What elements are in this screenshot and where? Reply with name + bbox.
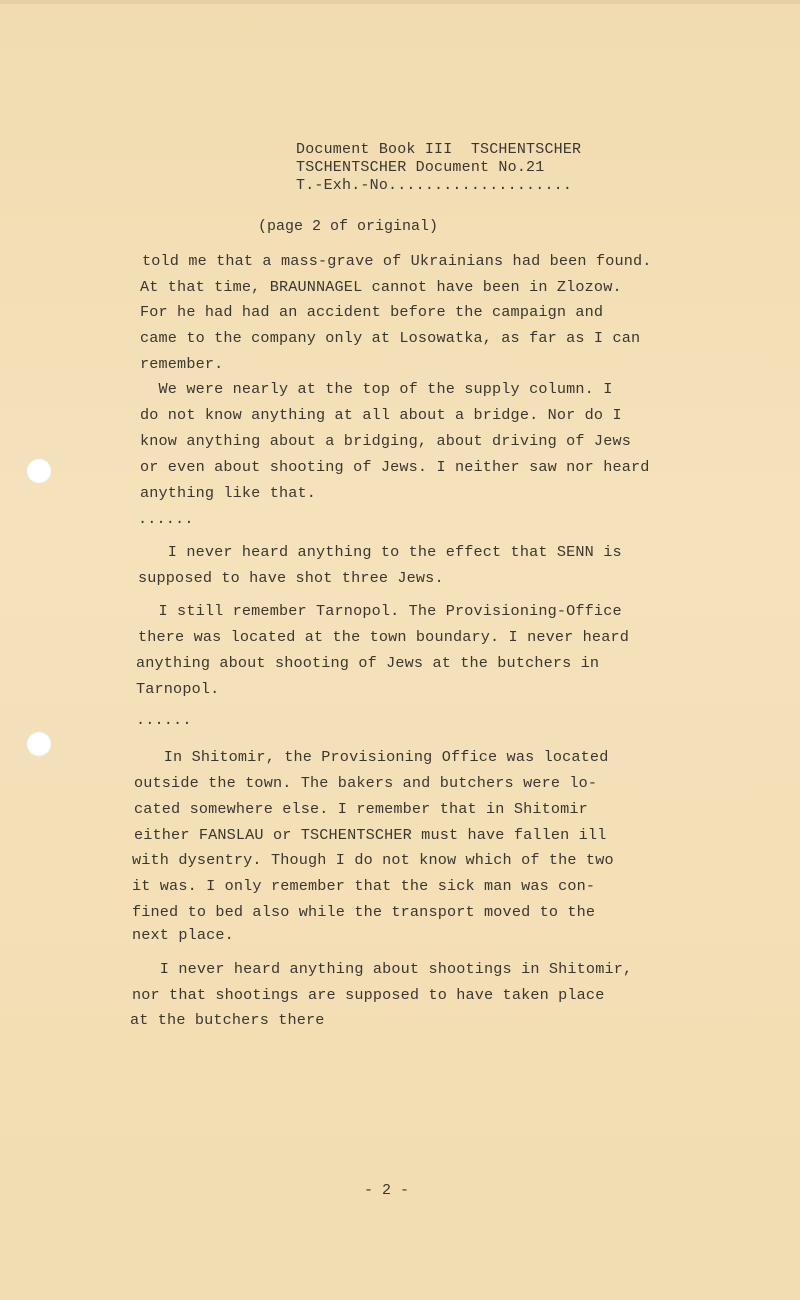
header-book-line: Document Book III TSCHENTSCHER: [296, 141, 582, 158]
header-document-line: TSCHENTSCHER Document No.21: [296, 159, 545, 176]
text-line: For he had had an accident before the campaign and: [140, 303, 604, 321]
text-line: told me that a mass-grave of Ukrainians had been found.: [142, 252, 652, 270]
punch-hole: [26, 731, 52, 757]
text-line: next place.: [132, 926, 234, 944]
text-line: it was. I only remember that the sick man was con-: [132, 877, 596, 895]
text-line: supposed to have shot three Jews.: [138, 569, 444, 587]
text-line: I never heard anything about shootings in Shitomir,: [132, 960, 633, 978]
page-edge: [0, 0, 800, 4]
text-line: remember.: [140, 355, 224, 373]
text-line: know anything about a bridging, about driving of Jews: [140, 432, 631, 450]
text-line: nor that shootings are supposed to have taken place: [132, 986, 605, 1004]
text-line: came to the company only at Losowatka, as far as I can: [140, 329, 641, 347]
text-line: there was located at the town boundary. I never heard: [138, 628, 629, 646]
text-line: In Shitomir, the Provisioning Office was located: [136, 748, 609, 766]
text-line: either FANSLAU or TSCHENTSCHER must have fallen ill: [134, 826, 607, 844]
text-line: I still remember Tarnopol. The Provisioning-Office: [140, 602, 622, 620]
text-line: Tarnopol.: [136, 680, 220, 698]
text-line: At that time, BRAUNNAGEL cannot have been in Zlozow.: [140, 278, 622, 296]
punch-hole: [26, 458, 52, 484]
text-line: anything like that.: [140, 484, 317, 502]
text-line: outside the town. The bakers and butchers were lo-: [134, 774, 598, 792]
text-line: with dysentry. Though I do not know which of the two: [132, 851, 614, 869]
page-reference: (page 2 of original): [258, 218, 439, 235]
page-number: - 2 -: [364, 1182, 410, 1199]
text-line: cated somewhere else. I remember that in Shitomir: [134, 800, 588, 818]
ellipsis-separator: ......: [136, 711, 192, 729]
text-line: anything about shooting of Jews at the butchers in: [136, 654, 600, 672]
text-line: fined to bed also while the transport moved to the: [132, 903, 596, 921]
text-line: I never heard anything to the effect that SENN is: [140, 543, 622, 561]
header-exhibit-line: T.-Exh.-No....................: [296, 177, 573, 194]
document-header: [296, 141, 581, 195]
ellipsis-separator: ......: [138, 510, 194, 528]
text-line: at the butchers there: [130, 1011, 325, 1029]
text-line: do not know anything at all about a bridge. Nor do I: [140, 406, 622, 424]
text-line: or even about shooting of Jews. I neither saw nor heard: [140, 458, 650, 476]
text-line: We were nearly at the top of the supply column. I: [140, 380, 613, 398]
